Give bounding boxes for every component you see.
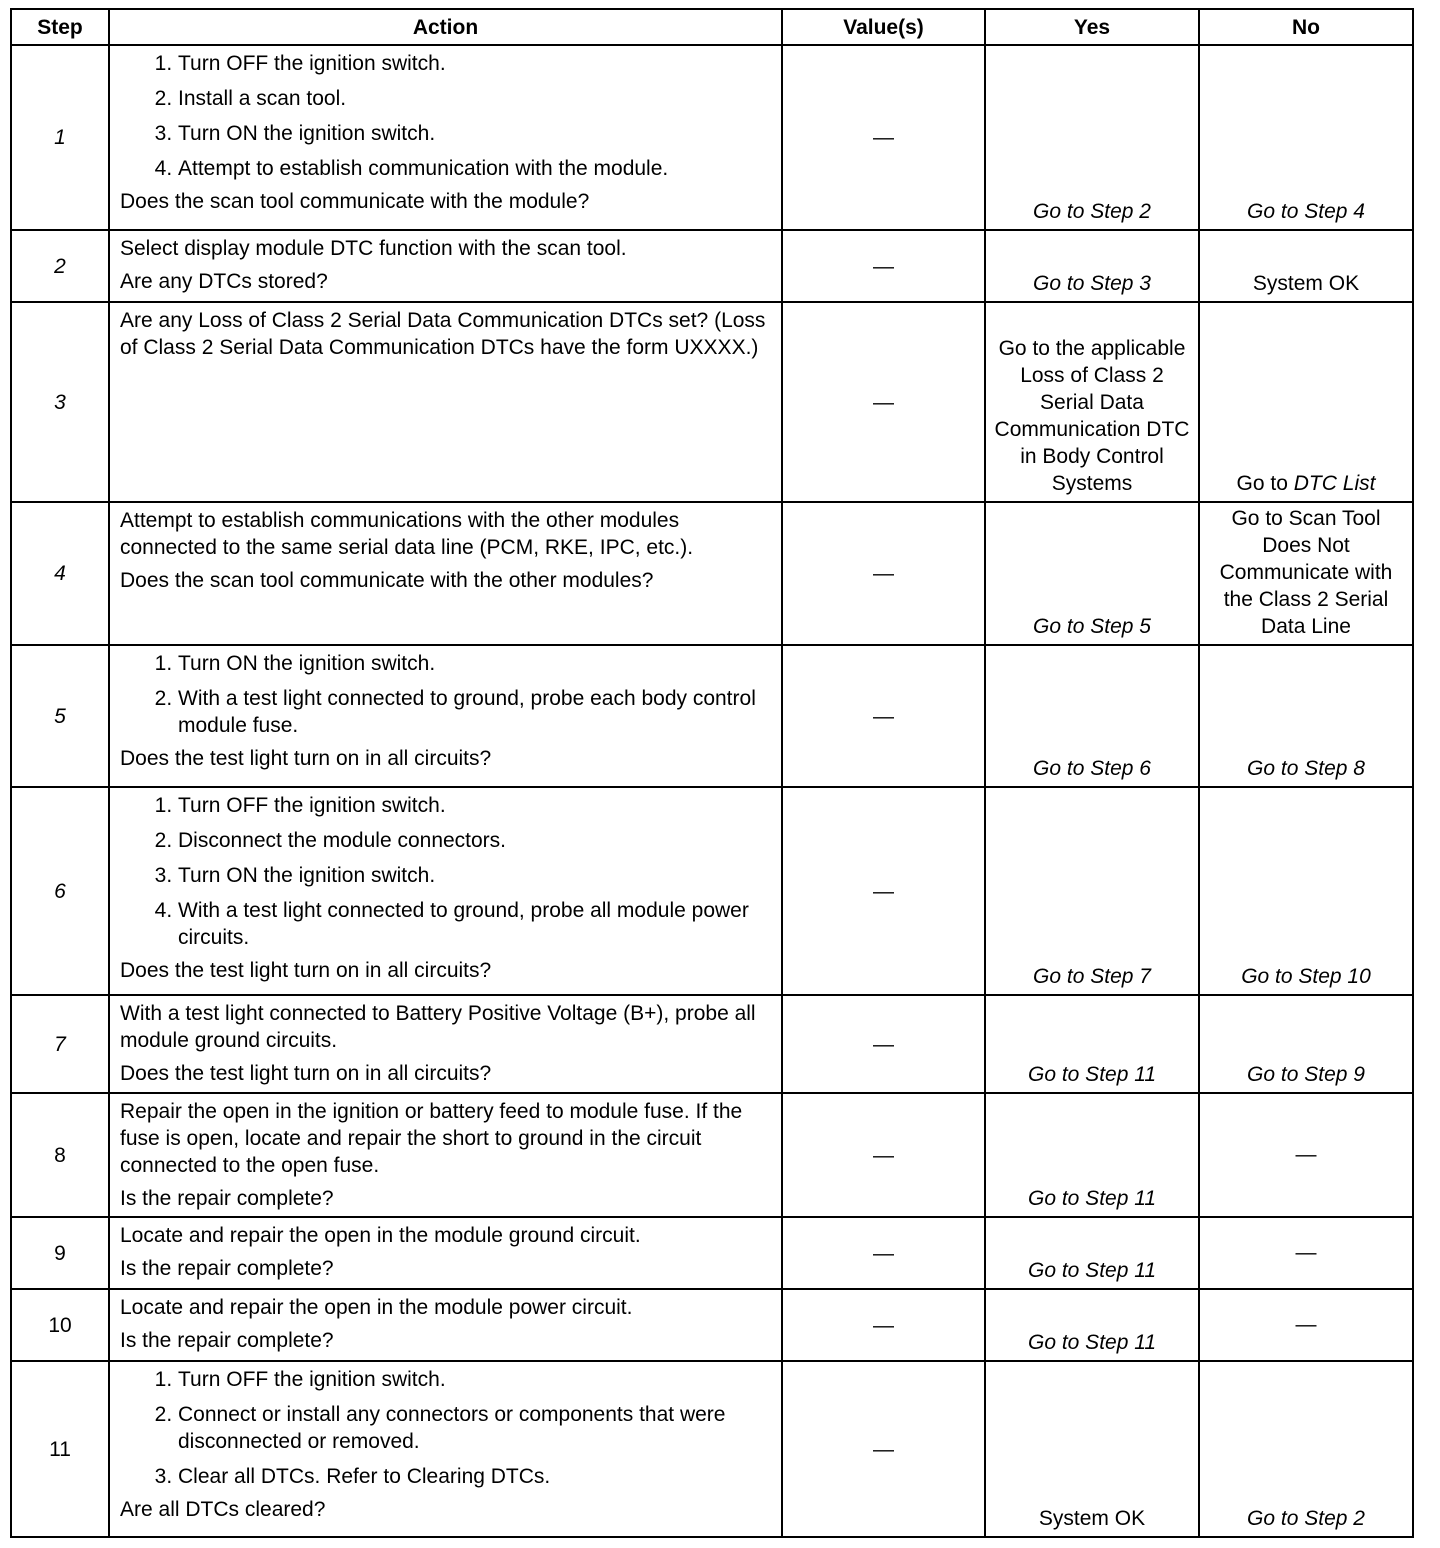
- action-question: Are any DTCs stored?: [120, 270, 328, 293]
- table-row: [11, 230, 1413, 302]
- action-question: Does the test light turn on in all circuits?: [120, 959, 492, 982]
- header-step: Step: [11, 9, 109, 45]
- action-question: Is the repair complete?: [120, 1329, 334, 1352]
- table-row: [11, 45, 1413, 230]
- action-cell: [109, 1093, 782, 1217]
- yes-cell: Go to the applicable Loss of Class 2 Serial Data Communication DTC in Body Control Systems: [985, 302, 1199, 502]
- action-step: 3. Turn ON the ignition switch.: [178, 120, 773, 147]
- value-cell: —: [782, 787, 985, 995]
- action-cell: [109, 995, 782, 1093]
- step-number: 6: [11, 787, 109, 995]
- yes-cell: Go to Step 6: [985, 645, 1199, 787]
- action-text: Are any Loss of Class 2 Serial Data Communication DTCs set? (Loss of Class 2 Serial Data Communication DTCs have the form UXXXX.): [120, 309, 766, 359]
- value-cell: —: [782, 502, 985, 645]
- action-text: Attempt to establish communications with the other modules connected to the same serial data line (PCM, RKE, IPC, etc.).: [120, 509, 694, 559]
- action-step: 2. Disconnect the module connectors.: [178, 827, 773, 854]
- action-question: Is the repair complete?: [120, 1187, 334, 1210]
- no-cell: Go to Step 2: [1199, 1361, 1413, 1537]
- step-number: 7: [11, 995, 109, 1093]
- action-step: 2. Connect or install any connectors or components that were disconnected or removed.: [178, 1401, 773, 1455]
- value-cell: —: [782, 1093, 985, 1217]
- table-row: [11, 645, 1413, 787]
- step-number: 8: [11, 1093, 109, 1217]
- no-cell: Go to Step 10: [1199, 787, 1413, 995]
- value-cell: —: [782, 1217, 985, 1289]
- yes-cell: Go to Step 3: [985, 230, 1199, 302]
- yes-cell: System OK: [985, 1361, 1199, 1537]
- action-question: Are all DTCs cleared?: [120, 1498, 326, 1521]
- value-cell: —: [782, 302, 985, 502]
- table-row: [11, 1217, 1413, 1289]
- yes-cell: Go to Step 2: [985, 45, 1199, 230]
- table-row: [11, 302, 1413, 502]
- action-text: Locate and repair the open in the module power circuit.: [120, 1296, 633, 1319]
- action-step: 4. With a test light connected to ground, probe all module power circuits.: [178, 897, 773, 951]
- action-steps: [120, 792, 773, 951]
- table-row: [11, 995, 1413, 1093]
- table-row: [11, 502, 1413, 645]
- header-no: No: [1199, 9, 1413, 45]
- no-cell: Go to Step 8: [1199, 645, 1413, 787]
- action-step: 3. Turn ON the ignition switch.: [178, 862, 773, 889]
- value-cell: —: [782, 1289, 985, 1361]
- action-steps: [120, 50, 773, 182]
- step-number: 10: [11, 1289, 109, 1361]
- yes-cell: Go to Step 7: [985, 787, 1199, 995]
- action-step: 3. Clear all DTCs. Refer to Clearing DTCs.: [178, 1463, 773, 1490]
- dtc-list-link: DTC List: [1293, 472, 1376, 495]
- no-cell: Go to Step 9: [1199, 995, 1413, 1093]
- yes-cell: Go to Step 5: [985, 502, 1199, 645]
- table-row: [11, 1289, 1413, 1361]
- action-step: 2. Install a scan tool.: [178, 85, 773, 112]
- no-prefix: Go to: [1236, 472, 1288, 495]
- value-cell: —: [782, 645, 985, 787]
- no-cell: System OK: [1199, 230, 1413, 302]
- step-number: 9: [11, 1217, 109, 1289]
- action-cell: [109, 787, 782, 995]
- action-cell: [109, 1361, 782, 1537]
- action-question: Does the test light turn on in all circuits?: [120, 1062, 492, 1085]
- action-question: Does the scan tool communicate with the module?: [120, 190, 590, 213]
- header-values: Value(s): [782, 9, 985, 45]
- no-cell: —: [1199, 1289, 1413, 1361]
- action-question: Does the scan tool communicate with the other modules?: [120, 569, 654, 592]
- action-cell: [109, 302, 782, 502]
- action-cell: [109, 45, 782, 230]
- action-cell: [109, 645, 782, 787]
- action-step: 1. Turn OFF the ignition switch.: [178, 792, 773, 819]
- action-cell: [109, 1217, 782, 1289]
- action-cell: [109, 1289, 782, 1361]
- action-step: 1. Turn OFF the ignition switch.: [178, 1366, 773, 1393]
- value-cell: —: [782, 1361, 985, 1537]
- step-number: 3: [11, 302, 109, 502]
- value-cell: —: [782, 230, 985, 302]
- table-row: [11, 787, 1413, 995]
- yes-cell: Go to Step 11: [985, 1217, 1199, 1289]
- no-cell: —: [1199, 1217, 1413, 1289]
- action-text: Select display module DTC function with the scan tool.: [120, 237, 627, 260]
- no-cell: Go to Step 4: [1199, 45, 1413, 230]
- header-action: Action: [109, 9, 782, 45]
- table-row: [11, 1361, 1413, 1537]
- yes-cell: Go to Step 11: [985, 1289, 1199, 1361]
- step-number: 11: [11, 1361, 109, 1537]
- yes-cell: Go to Step 11: [985, 995, 1199, 1093]
- step-number: 4: [11, 502, 109, 645]
- value-cell: —: [782, 995, 985, 1093]
- no-cell: Go to Scan Tool Does Not Communicate with the Class 2 Serial Data Line: [1199, 502, 1413, 645]
- table-row: [11, 1093, 1413, 1217]
- no-cell: [1199, 302, 1413, 502]
- action-steps: [120, 650, 773, 739]
- action-step: 4. Attempt to establish communication with the module.: [178, 155, 773, 182]
- no-cell: —: [1199, 1093, 1413, 1217]
- action-steps: [120, 1366, 773, 1490]
- step-number: 1: [11, 45, 109, 230]
- action-step: 1. Turn ON the ignition switch.: [178, 650, 773, 677]
- diagnostic-table: [10, 8, 1414, 1538]
- action-question: Does the test light turn on in all circuits?: [120, 747, 492, 770]
- action-step: 1. Turn OFF the ignition switch.: [178, 50, 773, 77]
- action-cell: [109, 502, 782, 645]
- header-yes: Yes: [985, 9, 1199, 45]
- value-cell: —: [782, 45, 985, 230]
- action-cell: [109, 230, 782, 302]
- action-text: Locate and repair the open in the module ground circuit.: [120, 1224, 641, 1247]
- action-question: Is the repair complete?: [120, 1257, 334, 1280]
- action-text: Repair the open in the ignition or battery feed to module fuse. If the fuse is open, locate and repair the short to ground in the circuit connected to the open fuse.: [120, 1100, 743, 1177]
- step-number: 5: [11, 645, 109, 787]
- action-text: With a test light connected to Battery Positive Voltage (B+), probe all module ground circuits.: [120, 1002, 756, 1052]
- step-number: 2: [11, 230, 109, 302]
- action-step: 2. With a test light connected to ground, probe each body control module fuse.: [178, 685, 773, 739]
- yes-cell: Go to Step 11: [985, 1093, 1199, 1217]
- header-row: [11, 9, 1413, 45]
